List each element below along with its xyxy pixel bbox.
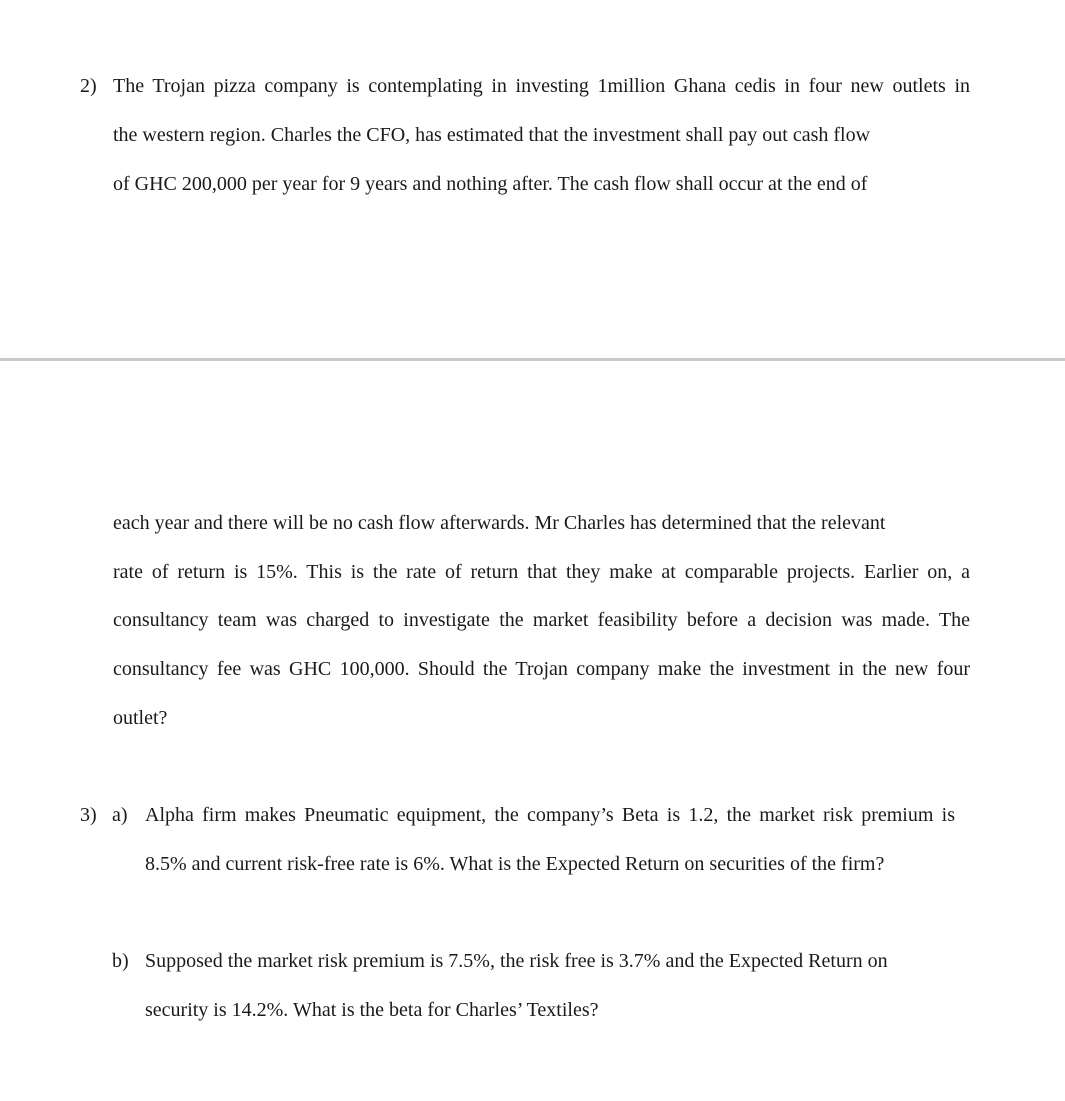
question-2-line-2: the western region. Charles the CFO, has estimated that the investment shall pay out cash flow (113, 124, 871, 146)
question-3b-label: b) (112, 950, 129, 972)
question-2-line-7: consultancy fee was GHC 100,000. Should the Trojan company make the investment in the new four (113, 658, 970, 680)
question-2-line-3: of GHC 200,000 per year for 9 years and nothing after. The cash flow shall occur at the end of (113, 173, 868, 195)
question-3-number: 3) (80, 804, 97, 826)
question-3b-line-2: security is 14.2%. What is the beta for Charles’ Textiles? (145, 999, 599, 1021)
question-2-number: 2) (80, 75, 97, 97)
question-2-line-5: rate of return is 15%. This is the rate of return that they make at comparable projects. Earlier on, a (113, 561, 970, 583)
question-2-line-4: each year and there will be no cash flow afterwards. Mr Charles has determined that the relevant (113, 512, 886, 534)
page-break-divider (0, 358, 1065, 361)
question-2-line-8: outlet? (113, 707, 168, 729)
question-3b-line-1: Supposed the market risk premium is 7.5%, the risk free is 3.7% and the Expected Return on (145, 950, 888, 972)
question-3a-line-1: Alpha firm makes Pneumatic equipment, the company’s Beta is 1.2, the market risk premium is (145, 804, 955, 826)
question-2-line-6: consultancy team was charged to investigate the market feasibility before a decision was made. The (113, 609, 970, 631)
question-3a-line-2: 8.5% and current risk-free rate is 6%. What is the Expected Return on securities of the firm? (145, 853, 885, 875)
question-2-line-1: The Trojan pizza company is contemplating in investing 1million Ghana cedis in four new outlets in (113, 75, 970, 97)
question-3a-label: a) (112, 804, 128, 826)
